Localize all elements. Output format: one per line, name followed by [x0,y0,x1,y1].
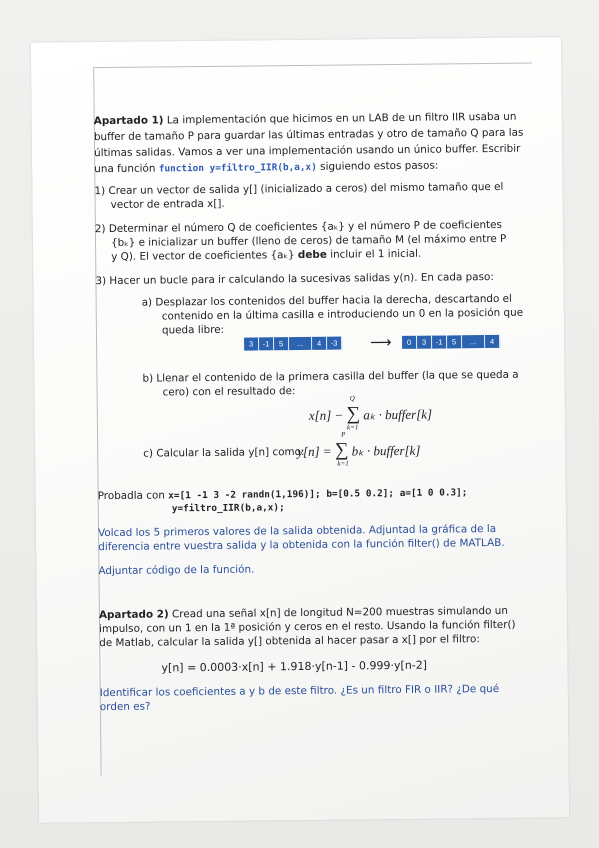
volcad-line2: diferencia entre vuestra salida y la obtenida con la función filter() de MATLAB. [98,536,505,554]
step-3: 3) Hacer un bucle para ir calculando la sucesivas salidas y(n). En cada paso: [95,270,494,288]
step-a-line3: queda libre: [161,323,225,337]
step-b-line1: b) Llenar el contenido de la primera casilla del buffer (la que se queda a [142,368,519,385]
apartado2-title: Apartado 2) [98,608,169,622]
step-2-line1: 2) Determinar el número Q de coeficientes {aₖ} y el número P de coeficientes [94,218,502,236]
shift-arrow: ⟶ [369,333,392,352]
probar-code-2: y=filtro_IIR(b,a,x); [171,502,285,515]
formula-term: aₖ · buffer[k] [363,406,433,423]
filter-equation: y[n] = 0.0003·x[n] + 1.918·y[n-1] - 0.999·y[n-2] [161,658,428,675]
step-2-line2: {bₖ} e inicializar un buffer (lleno de ceros) de tamaño M (el máximo entre P [110,232,507,249]
buffer-cell: ... [462,335,485,348]
volcad-line1: Volcad los 5 primeros valores de la salida obtenida. Adjuntad la gráfica de la [98,522,497,540]
step-2-emphasis: debe [297,248,327,262]
buffer-cell: -3 [327,337,342,350]
buffer-cell: 4 [485,335,500,348]
apartado2-text-1: Cread una señal x[n] de longitud N=200 muestras simulando un [171,604,508,621]
buffer-cell: 4 [312,337,327,350]
sum-upper-limit: P [341,430,346,439]
sigma-symbol: ∑ [334,439,349,461]
sum-lower-limit: k=1 [346,423,359,432]
apartado2-question-2: orden es? [99,700,151,714]
buffer-cell: 0 [402,336,417,349]
step-2-text-end: incluir el 1 inicial. [330,247,422,261]
apartado2-text-2: impulso, con un 1 en la 1ª posición y ceros en el resto. Usando la función filter() [99,618,516,636]
step-b-line2: cero) con el resultado de: [162,385,296,399]
step-a-line1: a) Desplazar los contenidos del buffer hacia la derecha, descartando el [141,292,512,309]
intro-4-text-end: siguiendo estos pasos: [320,159,439,173]
formula-output [297,430,421,468]
adjuntar-line: Adjuntar código de la función. [98,563,255,578]
apartado2-question-1: Identificar los coeficientes a y b de este filtro. ¿Es un filtro FIR o IIR? ¿De qué [99,682,500,700]
buffer-cell: -1 [432,335,447,348]
buffer-cell: 5 [447,335,462,348]
buffer-cell: 5 [274,337,289,350]
step-c: c) Calcular la salida y[n] como: [143,445,305,460]
sum-upper-limit: Q [349,394,355,403]
apartado1-intro-1: La implementación que hicimos en un LAB de un filtro IIR usaba un [166,110,517,127]
probar-label: Probadla con [97,489,166,503]
buffer-cell: 3 [244,337,259,350]
apartado1-intro-2: buffer de tamaño P para guardar las últimas entradas y otro de tamaño Q para las [93,126,524,144]
function-signature: function y=filtro_IIR(b,a,x) [158,161,317,175]
formula-buffer-fill [308,394,433,432]
buffer-cell: ... [289,337,312,350]
apartado2-text-3: de Matlab, calcular la salida y[] obtenida al hacer pasar a x[] por el filtro: [99,633,480,650]
buffer-after [402,335,500,349]
apartado1-title: Apartado 1) [93,114,164,128]
formula-term: bₖ · buffer[k] [351,442,421,459]
paper-sheet [31,37,569,823]
apartado1-intro-3: últimas salidas. Vamos a ver una implementación usando un único buffer. Escribir [94,142,521,160]
formula-lhs: x[n] − [308,407,344,423]
sigma-symbol: ∑ [346,403,361,425]
probar-code: x=[1 -1 3 -2 randn(1,196)]; b=[0.5 0.2]; a=[1 0 0.3]; [168,487,468,502]
sum-lower-limit: k=1 [337,459,349,468]
buffer-cell: 3 [417,336,432,349]
step-1-line1: 1) Crear un vector de salida y[] (inicializado a ceros) del mismo tamaño que el [94,180,504,198]
buffer-before [244,337,342,351]
formula-lhs: y[n] = [297,443,332,460]
step-a-line2: contenido en la última casilla e introduciendo un 0 en la posición que [161,306,524,323]
step-2-text: y Q). El vector de coeficientes {aₖ} [111,249,295,263]
intro-4-text: una función [94,162,156,176]
step-1-line2: vector de entrada x[]. [110,197,225,211]
buffer-cell: -1 [259,337,274,350]
